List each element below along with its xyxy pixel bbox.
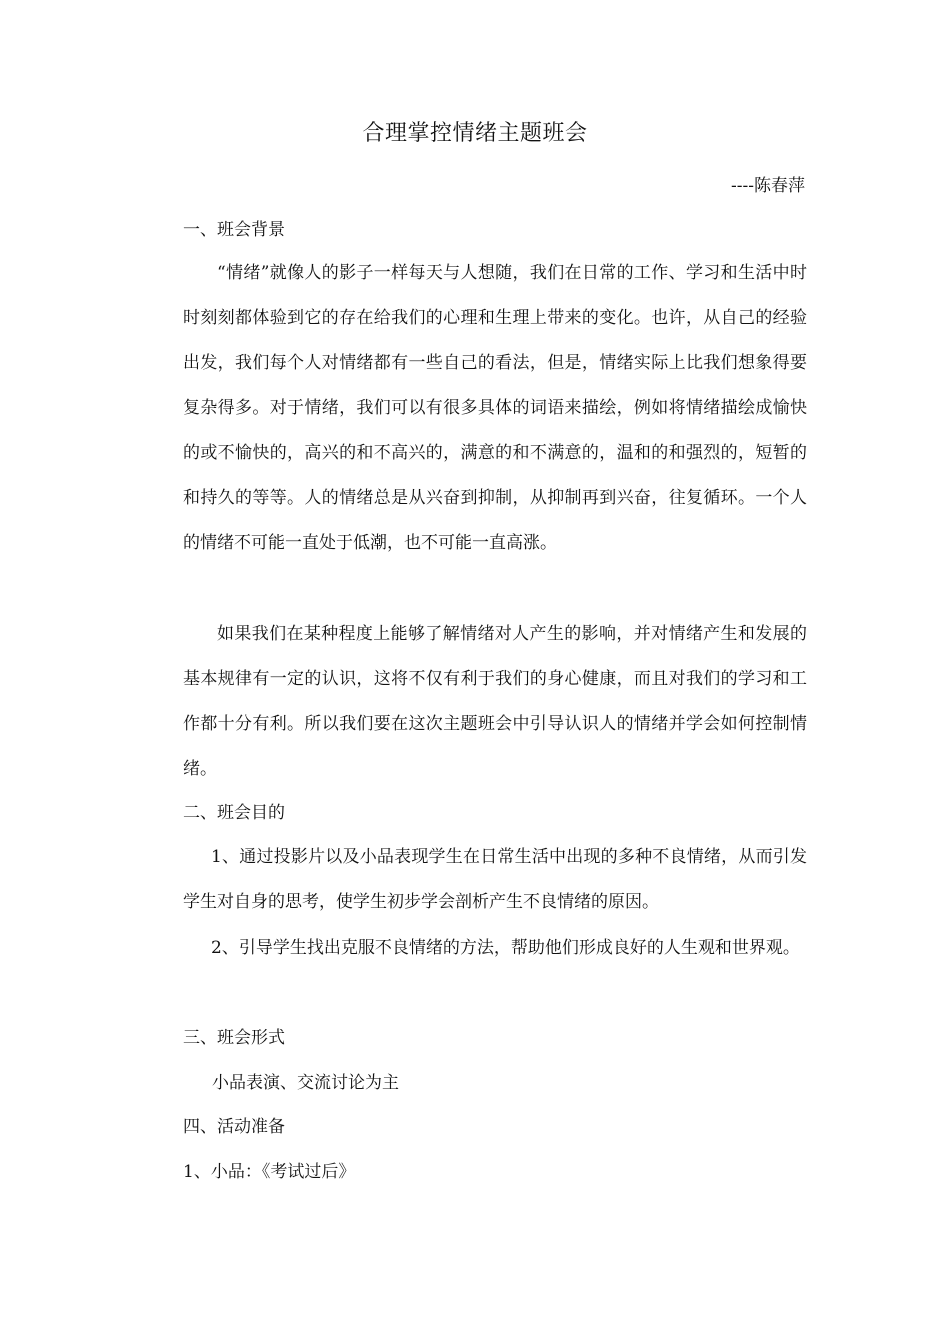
purpose-item-2: 2、引导学生找出克服不良情绪的方法，帮助他们形成良好的人生观和世界观。	[211, 938, 800, 958]
section-heading-format: 三、班会形式	[183, 1028, 285, 1048]
document-title: 合理掌控情绪主题班会	[362, 121, 588, 146]
section-heading-preparation: 四、活动准备	[183, 1117, 285, 1137]
background-paragraph-1: “情绪”就像人的影子一样每天与人想随，我们在日常的工作、学习和生活中时时刻刻都体验到它的存在给我们的心理和生理上带来的变化。也许，从自己的经验出发，我们每个人对情绪都有一些自己的看法，但是，情绪实际上比我们想象得要复杂得多。对于情绪，我们可以有很多具体的词语来描绘，例如将情绪描绘成愉快的或不愉快的，高兴的和不高兴的，满意的和不满意的，温和的和强烈的，短暂的和持久的等等。人的情绪总是从兴奋到抑制，从抑制再到兴奋，往复循环。一个人的情绪不可能一直处于低潮，也不可能一直高涨。	[183, 263, 807, 553]
background-paragraph-2: 如果我们在某种程度上能够了解情绪对人产生的影响，并对情绪产生和发展的基本规律有一定的认识，这将不仅有利于我们的身心健康，而且对我们的学习和工作都十分有利。所以我们要在这次主题班会中引导认识人的情绪并学会如何控制情绪。	[183, 624, 807, 779]
author-line: ----陈春萍	[731, 176, 805, 196]
purpose-item-1: 1、通过投影片以及小品表现学生在日常生活中出现的多种不良情绪，从而引发学生对自身的思考，使学生初步学会剖析产生不良情绪的原因。	[183, 847, 807, 912]
preparation-item-1: 1、小品：《考试过后》	[183, 1162, 356, 1182]
section-heading-background: 一、班会背景	[183, 220, 285, 240]
format-text: 小品表演、交流讨论为主	[212, 1073, 399, 1093]
section-heading-purpose: 二、班会目的	[183, 803, 285, 823]
